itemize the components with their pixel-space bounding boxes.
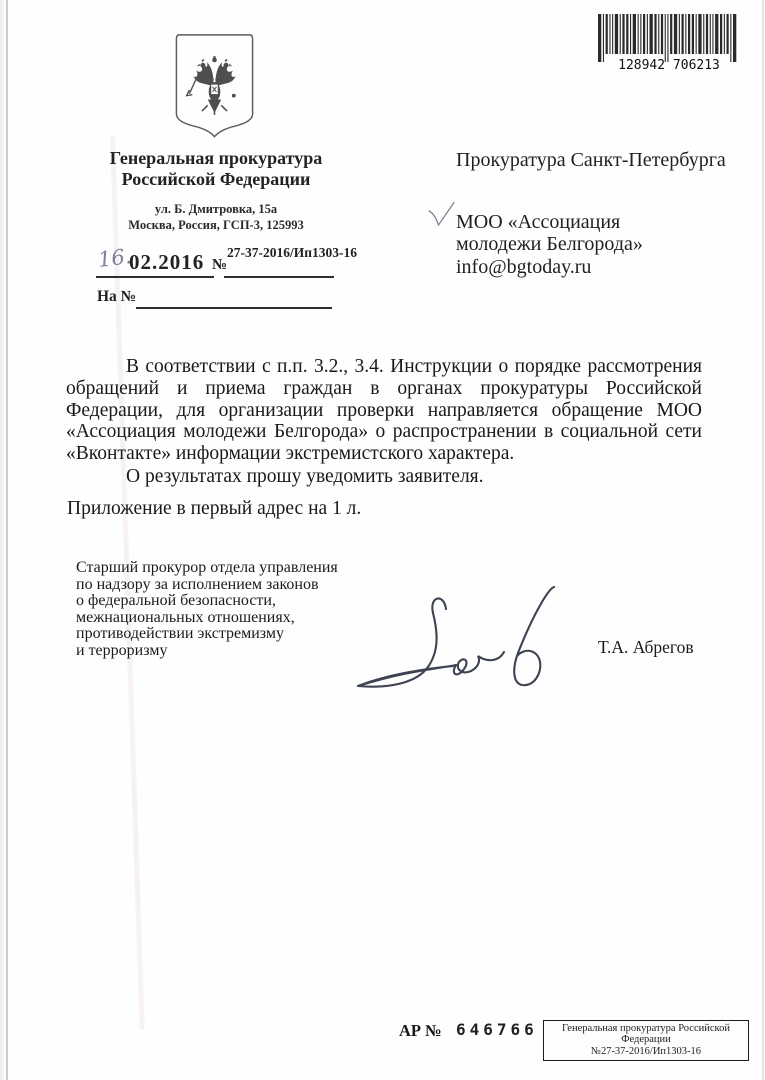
body-paragraph-1-text: В соответствии с п.п. 3.2., 3.4. Инструкции о порядке рассмотрения обращений и приема граждан в органах прокуратуры Российской Федерации, для организации проверки направляется обращение МОО «Ассоциация молодежи Белгорода» о распространении в социальной сети «Вконтакте» информации экстремистского характера. <box>66 356 702 465</box>
org-address-line2: Москва, Россия, ГСП-3, 125993 <box>128 218 304 232</box>
ap-number: 646766 <box>456 1020 538 1039</box>
signer-title-line: межнациональных отношениях, <box>76 608 295 626</box>
org-name-line1: Генеральная прокуратура <box>109 148 323 168</box>
barcode-bars <box>598 14 736 62</box>
org-name <box>75 148 357 190</box>
in-reply-underline <box>136 307 332 309</box>
recipient-primary: Прокуратура Санкт-Петербурга <box>456 149 726 171</box>
recipient-secondary-line1: МОО «Ассоциация <box>456 211 621 233</box>
handwritten-date-day: 16. <box>96 244 133 272</box>
number-sign: № <box>212 257 228 273</box>
stamp-line2: Федерации <box>621 1034 671 1046</box>
recipient-email: info@bgtoday.ru <box>456 256 592 278</box>
barcode <box>594 12 744 72</box>
date-value: 02.2016 <box>129 250 205 274</box>
signer-title-line: Старший прокурор отдела управления <box>76 559 338 576</box>
signer-title-line: противодействии экстремизму <box>76 625 285 642</box>
in-reply-label: На № <box>97 288 137 305</box>
outgoing-number: 27-37-2016/Ип1303-16 <box>227 245 358 260</box>
signer-title-line: о федеральной безопасности, <box>76 592 276 609</box>
checkmark-icon <box>428 201 456 228</box>
body-paragraph-2: О результатах прошу уведомить заявителя. <box>126 466 484 487</box>
org-address-line1: ул. Б. Дмитровка, 15а <box>154 202 278 216</box>
signer-title-line: по надзору за исполнением законов <box>76 575 319 593</box>
scan-edge-line <box>6 0 8 1080</box>
signature-scribble <box>318 565 568 705</box>
org-name-line2: Российской Федерации <box>121 169 311 189</box>
number-underline <box>224 276 334 278</box>
signer-name: Т.А. Абрегов <box>598 637 694 657</box>
attachment-note: Приложение в первый адрес на 1 л. <box>67 498 362 519</box>
registration-stamp <box>543 1020 749 1061</box>
coat-of-arms-icon <box>171 32 258 140</box>
barcode-number: 128942 706213 <box>618 58 720 72</box>
recipient-secondary <box>456 212 706 255</box>
scan-edge-line-right <box>762 0 764 1080</box>
ap-label: АР № <box>399 1021 442 1040</box>
org-address <box>75 201 357 233</box>
date-underline <box>96 276 214 278</box>
body-paragraph-1 <box>66 356 702 465</box>
recipient-secondary-line2: молодежи Белгорода» <box>456 232 643 255</box>
stamp-line1: Генеральная прокуратура Российской <box>562 1023 730 1034</box>
stamp-line3: №27-37-2016/Ип1303-16 <box>590 1045 702 1057</box>
signer-title-line: и терроризму <box>76 641 168 659</box>
